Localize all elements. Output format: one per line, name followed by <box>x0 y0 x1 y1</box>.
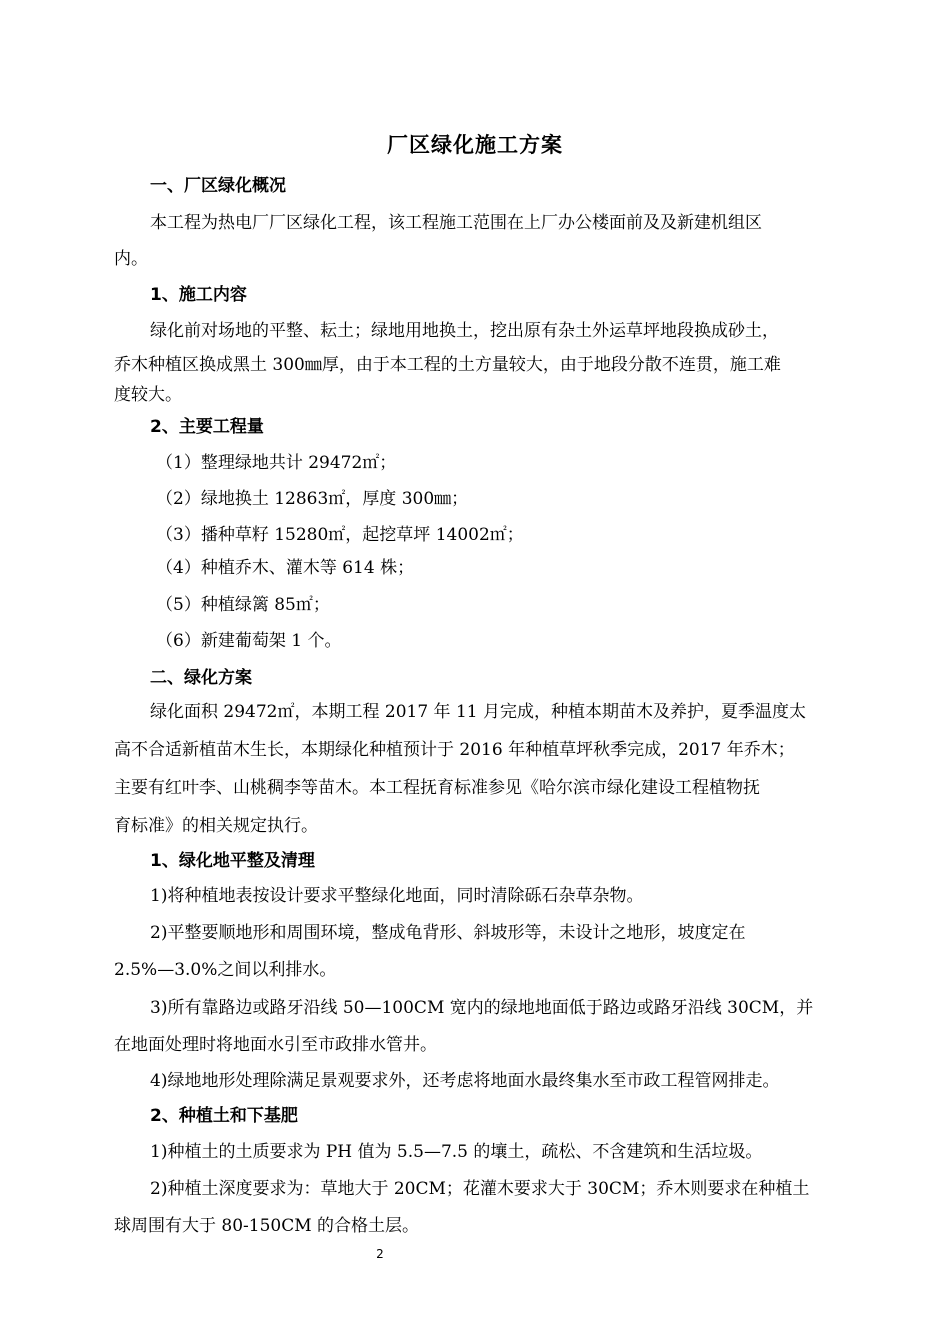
paragraph-line: 内。 <box>114 249 148 269</box>
list-item: （4）种植乔木、灌木等 614 株； <box>156 558 415 578</box>
list-item: （3）播种草籽 15280㎡，起挖草坪 14002㎡； <box>156 525 524 545</box>
page-number: 2 <box>376 1247 384 1261</box>
list-item: （2）绿地换土 12863㎡，厚度 300㎜； <box>156 489 469 509</box>
subsection-heading-leveling: 1、绿化地平整及清理 <box>150 851 315 871</box>
paragraph-line: 乔木种植区换成黑土 300㎜厚，由于本工程的土方量较大，由于地段分散不连贯，施工难 <box>114 355 781 375</box>
paragraph-line: 绿化面积 29472㎡，本期工程 2017 年 11 月完成，种植本期苗木及养护，夏季温度太 <box>150 702 806 722</box>
list-item: （1）整理绿地共计 29472㎡； <box>156 453 397 473</box>
paragraph-line: 在地面处理时将地面水引至市政排水管井。 <box>114 1035 437 1055</box>
paragraph-line: 1)种植土的土质要求为 PH 值为 5.5—7.5 的壤土，疏松、不含建筑和生活垃圾。 <box>150 1142 763 1162</box>
paragraph-line: 度较大。 <box>114 385 182 405</box>
subsection-heading-construction-content: 1、施工内容 <box>150 285 247 305</box>
paragraph-line: 高不合适新植苗木生长，本期绿化种植预计于 2016 年种植草坪秋季完成，2017 年乔木； <box>114 740 795 760</box>
section-heading-overview: 一、厂区绿化概况 <box>150 176 286 196</box>
paragraph-line: 1)将种植地表按设计要求平整绿化地面，同时清除砾石杂草杂物。 <box>150 886 644 906</box>
list-item: （5）种植绿篱 85㎡； <box>156 595 330 615</box>
list-item: （6）新建葡萄架 1 个。 <box>156 631 342 651</box>
subsection-heading-main-quantities: 2、主要工程量 <box>150 417 264 437</box>
paragraph-line: 育标准》的相关规定执行。 <box>114 816 318 836</box>
subsection-heading-soil-and-fertilizer: 2、种植土和下基肥 <box>150 1106 298 1126</box>
paragraph-line: 2)种植土深度要求为：草地大于 20CM；花灌木要求大于 30CM；乔木则要求在种植土 <box>150 1179 810 1199</box>
paragraph-line: 2)平整要顺地形和周围环境，整成龟背形、斜坡形等，未设计之地形，坡度定在 <box>150 923 746 943</box>
paragraph-line: 3)所有靠路边或路牙沿线 50—100CM 宽内的绿地地面低于路边或路牙沿线 30CM，并 <box>150 998 814 1018</box>
paragraph-line: 4)绿地地形处理除满足景观要求外，还考虑将地面水最终集水至市政工程管网排走。 <box>150 1071 780 1091</box>
paragraph-line: 2.5%—3.0%之间以利排水。 <box>114 960 337 980</box>
paragraph-line: 主要有红叶李、山桃稠李等苗木。本工程抚育标准参见《哈尔滨市绿化建设工程植物抚 <box>114 778 760 798</box>
paragraph-line: 绿化前对场地的平整、耘土；绿地用地换土，挖出原有杂土外运草坪地段换成砂土， <box>150 321 779 341</box>
section-heading-greening-plan: 二、绿化方案 <box>150 668 252 688</box>
page-title: 厂区绿化施工方案 <box>387 133 563 157</box>
paragraph-line: 球周围有大于 80-150CM 的合格土层。 <box>114 1216 420 1236</box>
paragraph-line: 本工程为热电厂厂区绿化工程，该工程施工范围在上厂办公楼面前及及新建机组区 <box>150 213 762 233</box>
